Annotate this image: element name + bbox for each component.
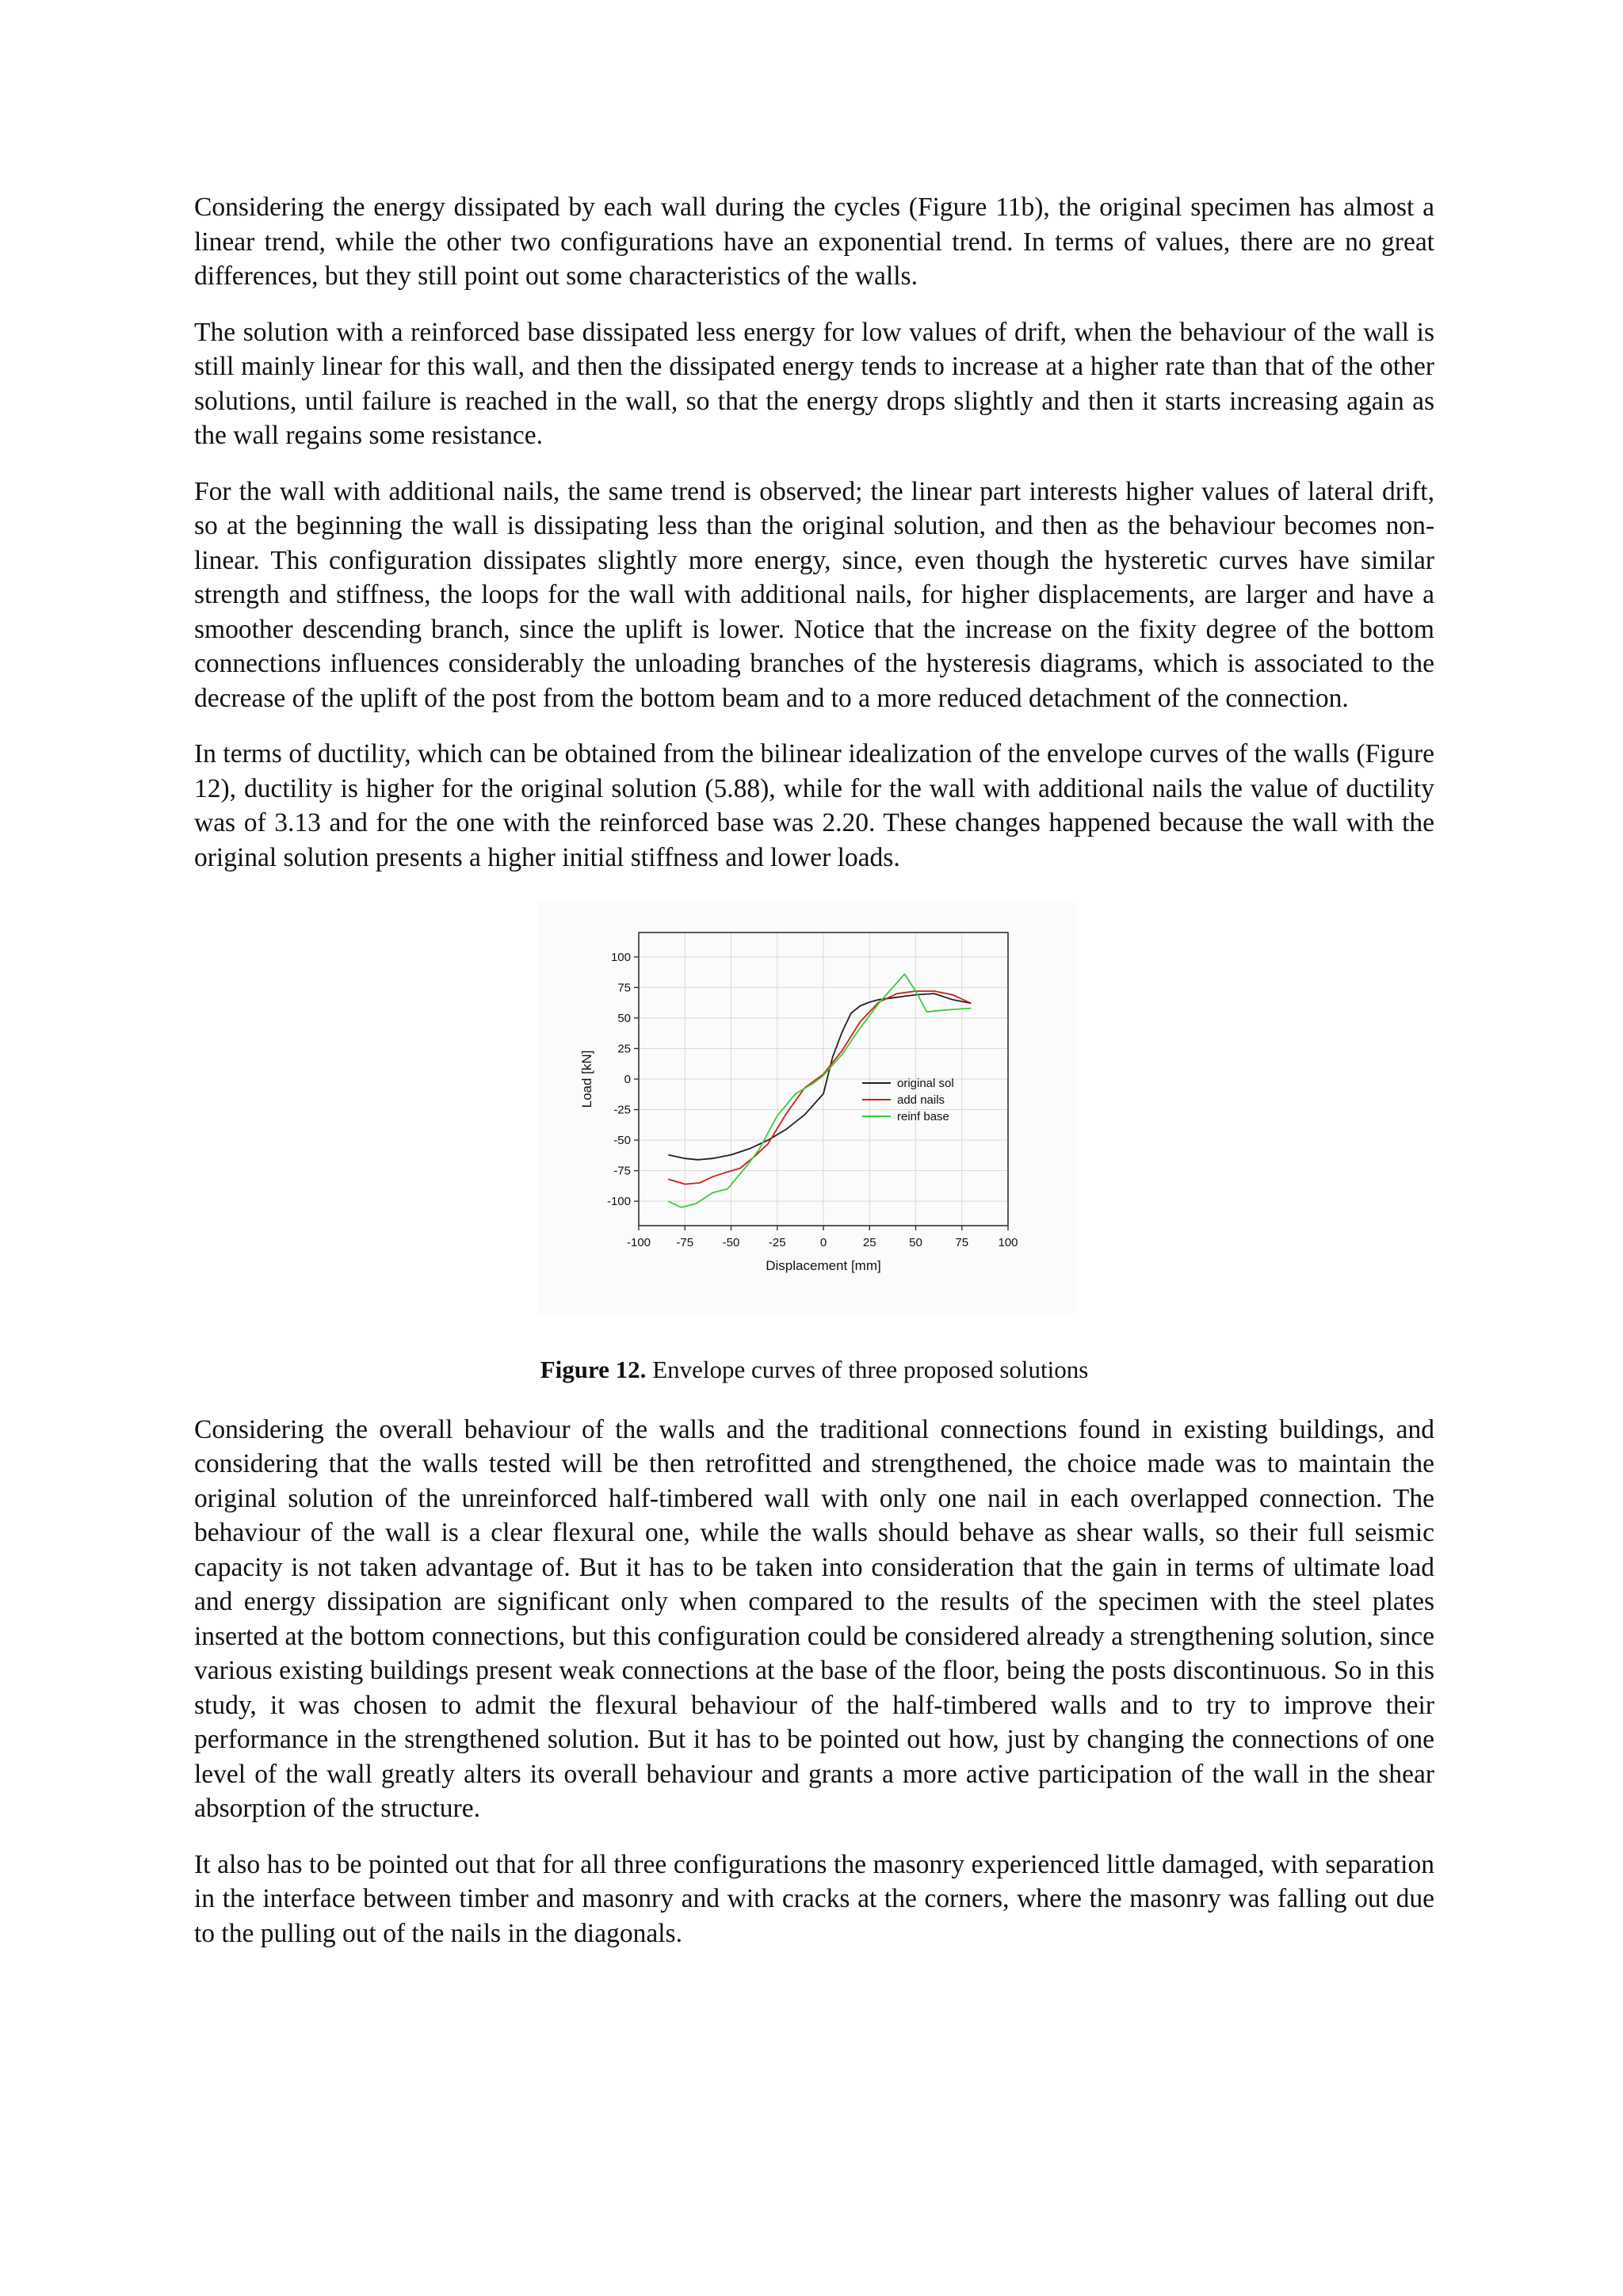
y-tick-label: -75 bbox=[613, 1164, 631, 1178]
paragraph-masonry-damage: It also has to be pointed out that for all three configurations the masonry experienced little damaged, with separation in the interface between timber and masonry and with cracks at the corners, where the masonry was falling out due to the pulling out of the nails in the diagonals. bbox=[194, 1849, 1434, 1948]
document-page bbox=[194, 190, 1434, 1972]
legend-label: original sol bbox=[897, 1077, 954, 1090]
y-tick-label: -100 bbox=[606, 1195, 631, 1209]
x-axis-label: Displacement [mm] bbox=[766, 1258, 881, 1273]
paragraph-overall-behaviour: Considering the overall behaviour of the walls and the traditional connections found in existing buildings, and considering that the walls tested will be then retrofitted and strengthened, the choice made was to maintain the original solution of the unreinforced half-timbered wall with only one nail in each overlapped connection. The behaviour of the wall is a clear flexural one, while the walls should behave as shear walls, so their full seismic capacity is not taken advantage of. But it has to be taken into consideration that the gain in terms of ultimate load and energy dissipation are significant only when compared to the results of the specimen with the steel plates inserted at the bottom connections, but this configuration could be considered already a strengthening solution, since various existing buildings present weak connections at the base of the floor, being the posts discontinuous. So in this study, it was chosen to admit the flexural behaviour of the half-timbered walls and to try to improve their performance in the strengthened solution. But it has to be pointed out how, just by changing the connections of one level of the wall greatly alters its overall behaviour and grants a more active participation of the wall in the shear absorption of the structure. bbox=[194, 1414, 1434, 1823]
figure-caption bbox=[194, 1352, 1434, 1387]
figure-12 bbox=[194, 902, 1434, 1346]
x-tick-label: -50 bbox=[722, 1236, 740, 1249]
paragraph-additional-nails: For the wall with additional nails, the same trend is observed; the linear part interests higher values of lateral drift, so at the beginning the wall is dissipating less than the original solution, and then as the behaviour becomes non-linear. This configuration dissipates slightly more energy, since, even though the hysteretic curves have similar strength and stiffness, the loops for the wall with additional nails, for higher displacements, are larger and have a smoother descending branch, since the uplift is lower. Notice that the increase on the fixity degree of the bottom connections influences considerably the unloading branches of the hysteresis diagrams, which is associated to the decrease of the uplift of the post from the bottom beam and to a more reduced detachment of the connection. bbox=[194, 476, 1434, 713]
legend-label: add nails bbox=[897, 1093, 945, 1107]
paragraph-ductility: In terms of ductility, which can be obtained from the bilinear idealization of the envelope curves of the walls (Figure 12), ductility is higher for the original solution (5.88), while for the wall with additional nails the value of ductility was of 3.13 and for the one with the reinforced base was 2.20. These changes happened because the wall with the original solution presents a higher initial stiffness and lower loads. bbox=[194, 739, 1434, 872]
x-tick-label: 75 bbox=[955, 1236, 969, 1249]
chart-legend bbox=[862, 1077, 954, 1123]
paragraph-reinforced-base: The solution with a reinforced base dissipated less energy for low values of drift, when the behaviour of the wall is still mainly linear for this wall, and then the dissipated energy tends to increase at a higher rate than that of the other solutions, until failure is reached in the wall, so that the energy drops slightly and then it starts increasing again as the wall regains some resistance. bbox=[194, 317, 1434, 450]
figure-caption-text: Envelope curves of three proposed solutions bbox=[652, 1356, 1089, 1383]
x-tick-label: 0 bbox=[819, 1236, 827, 1249]
x-tick-label: -25 bbox=[768, 1236, 786, 1249]
y-tick-label: -50 bbox=[613, 1134, 631, 1148]
y-tick-label: 25 bbox=[617, 1042, 631, 1056]
y-tick-label: 75 bbox=[617, 981, 631, 995]
y-tick-label: 50 bbox=[617, 1011, 631, 1025]
x-tick-label: 100 bbox=[998, 1236, 1018, 1249]
y-tick-label: -25 bbox=[613, 1103, 631, 1117]
envelope-curves-chart bbox=[537, 902, 1076, 1314]
x-tick-label: 25 bbox=[862, 1236, 876, 1249]
x-tick-label: -100 bbox=[626, 1236, 651, 1249]
x-tick-label: -75 bbox=[676, 1236, 694, 1249]
paragraph-energy-dissipation: Considering the energy dissipated by each wall during the cycles (Figure 11b), the original specimen has almost a linear trend, while the other two configurations have an exponential trend. In terms of values, there are no great differences, but they still point out some characteristics of the walls. bbox=[194, 193, 1434, 291]
figure-label: Figure 12. bbox=[540, 1356, 647, 1383]
y-axis-label: Load [kN] bbox=[579, 1050, 594, 1108]
y-tick-label: 0 bbox=[624, 1073, 631, 1086]
y-tick-label: 100 bbox=[610, 950, 631, 964]
legend-label: reinf base bbox=[897, 1110, 949, 1123]
x-tick-label: 50 bbox=[909, 1236, 922, 1249]
